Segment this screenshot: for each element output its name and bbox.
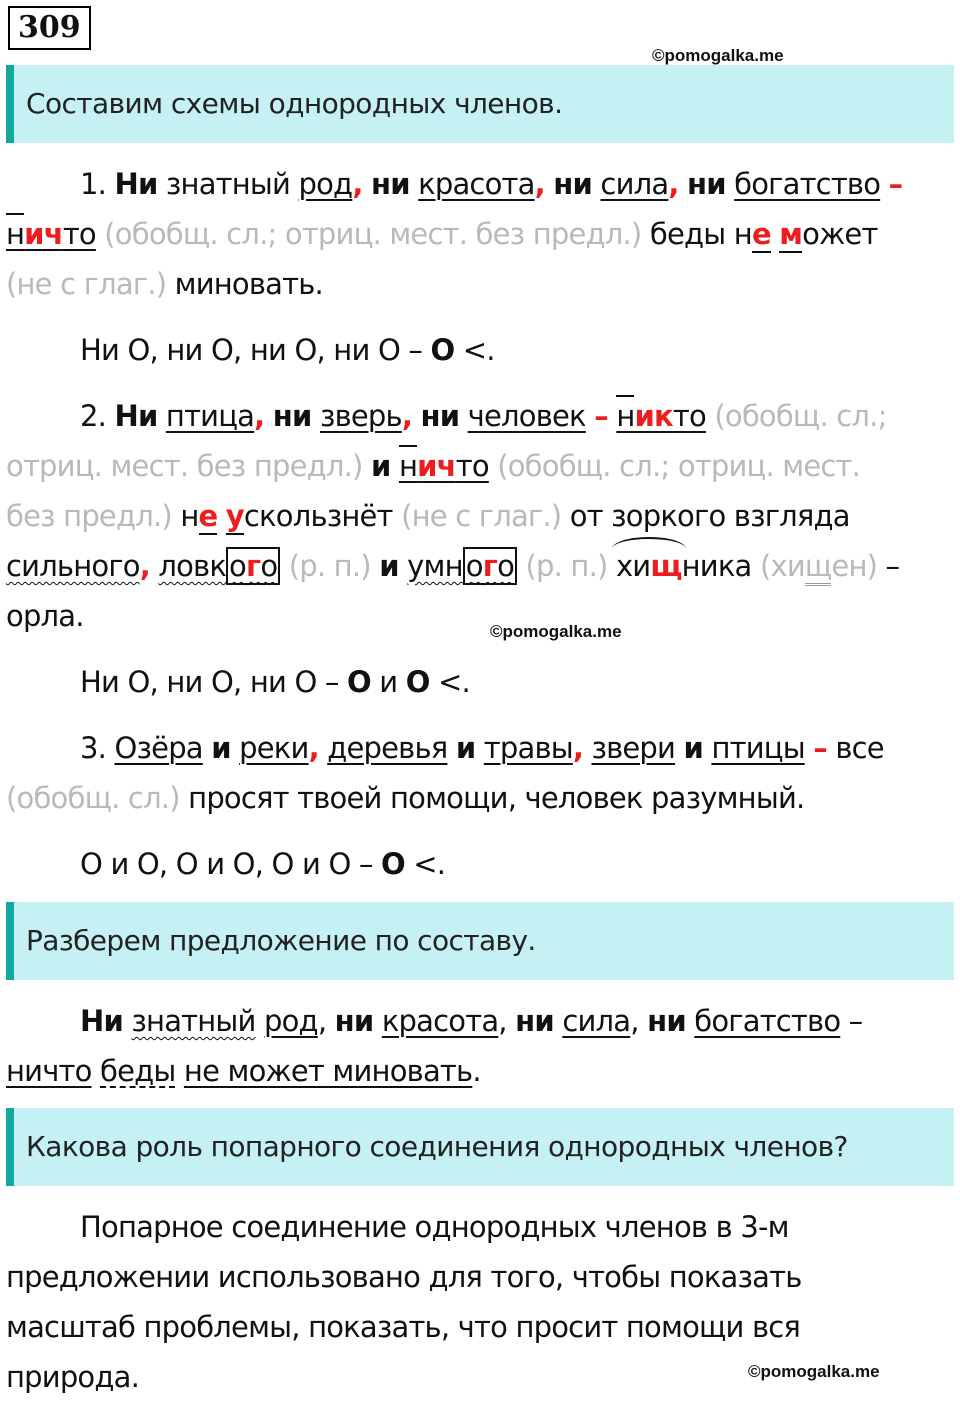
ending-box [226,547,280,585]
dash-mark: – [885,549,900,583]
generalizing-word: все [835,731,884,765]
grammar-note: (не с глаг.) [6,267,167,301]
word-part: умн [407,549,463,583]
watermark: ©pomogalka.me [748,1362,880,1381]
letter: о [229,549,246,583]
word: орла. [6,599,84,633]
comma-mark: , [308,731,319,765]
dash-mark: – [888,167,903,201]
word-part: н [180,499,199,533]
separator: , [317,1004,335,1038]
subject-word: реки [239,731,309,765]
conjunction: ни [515,1004,554,1038]
scheme-generalizing: О [430,333,455,367]
comma-mark: , [139,549,150,583]
generalizing-word [399,445,489,483]
comma-mark: , [254,399,265,433]
orthogram: е [198,499,218,533]
scheme-text: Ни О, ни О, ни О – [80,665,348,699]
word: миновать. [174,267,323,301]
conjunction: ни [370,167,410,201]
sentence-1-line-1 [80,166,902,202]
conjunction: ни [420,399,460,433]
words: от зоркого взгляда [569,499,850,533]
subject-word: богатство [694,1004,841,1038]
word-root-arc [616,549,682,583]
subject-word: красота [381,1004,499,1038]
subject-word: деревья [327,731,448,765]
attribute-word [158,547,280,585]
prefix: н [6,213,24,251]
conjunction: Ни [114,167,158,201]
note-part: ен) [831,549,878,583]
task-number: 309 [8,6,91,50]
grammar-note: (не с глаг.) [401,499,562,533]
scheme-generalizing: О [347,665,371,699]
subject-word: звери [591,731,676,765]
comma-mark: , [534,167,545,201]
word-part: ловк [158,549,227,583]
sentence-2-line-1 [80,398,887,434]
subject-word: богатство [734,167,881,201]
answer-line-1: Попарное соединение однородных членов в 3-м [80,1210,789,1244]
subject-word: зверь [319,399,402,433]
generalizing-word [6,213,96,251]
object-word: беды [100,1054,176,1088]
note-part: (хи [759,549,805,583]
answer-line-2: предложении использовано для того, чтобы показать [6,1260,802,1294]
scheme-end: <. [454,333,495,367]
subject-word: сила [562,1004,631,1038]
sentence-1-line-3 [6,266,323,302]
prefix: н [616,395,634,433]
generalizing-word [616,395,706,433]
subject-word: красота [418,167,535,201]
orthogram: м [779,217,803,251]
period: . [472,1054,481,1088]
dash-mark: – [813,731,827,765]
conjunction: ни [686,167,726,201]
watermark: ©pomogalka.me [652,46,784,65]
scheme-1 [80,332,495,368]
sentence-1-line-2 [6,216,878,252]
scheme-end: <. [429,665,470,699]
separator: , [498,1004,516,1038]
attribute-word: сильного [6,549,140,583]
comma-mark: , [668,167,679,201]
subject-word: Озёра [114,731,203,765]
word-part: ожет [802,217,878,251]
subject-word: птицы [711,731,805,765]
grammar-note: (обобщ. сл.; отриц. мест. без предл.) [104,217,642,251]
sentence-2-line-2 [6,448,860,484]
word-part: то [672,399,706,433]
conjunction: ни [553,167,592,201]
scheme-text: и [370,665,406,699]
predicate-words: не может миновать [183,1054,473,1088]
orthogram: ич [24,217,63,251]
orthogram: е [751,217,771,251]
comma-mark: , [572,731,584,765]
orthogram: щ [650,549,682,583]
grammar-note: (р. п.) [525,549,608,583]
conjunction: Ни [114,399,158,433]
scheme-3 [80,846,445,882]
subject-word: сила [600,167,669,201]
subject-word: птица [165,399,255,433]
word-part: то [455,449,489,483]
scheme-text: О и О, О и О, О и О – [80,847,382,881]
word-part: то [62,217,96,251]
scheme-generalizing: О [381,847,405,881]
letter: о [465,549,483,583]
orthogram: ич [417,449,456,483]
note-letter: щ [805,549,832,586]
conjunction: и [379,549,399,583]
scheme-text: Ни О, ни О, ни О, ни О – [80,333,431,367]
sentence-2-line-5 [6,598,84,634]
parse-line-1 [80,1003,862,1039]
grammar-note: (обобщ. сл.; [714,399,887,433]
words: просят твоей помощи, человек разумный. [188,781,805,815]
answer-line-4: природа. [6,1360,140,1394]
sentence-2-line-3 [6,498,850,534]
sentence-2-line-4 [6,548,899,584]
subject-word: человек [467,399,586,433]
conjunction: Ни [80,1004,123,1038]
grammar-note: (р. п.) [288,549,371,583]
ending-box [463,547,517,585]
attribute-word [407,547,517,585]
attribute-word: знатный [131,1004,256,1038]
subject-word: род [298,167,353,201]
orthogram: ик [634,399,673,433]
scheme-generalizing: О [405,665,430,699]
grammar-note [760,549,877,586]
answer-line-3: масштаб проблемы, показать, что просит помощи вся [6,1310,801,1344]
grammar-note: (обобщ. сл.) [6,781,180,815]
sentence-number: 1. [80,167,115,201]
grammar-note: без предл.) [6,499,172,533]
comma-mark: , [401,399,413,433]
word-part: ника [681,549,752,583]
word: знатный [165,167,291,201]
comma-mark: , [352,167,363,201]
orthogram: г [245,549,261,583]
dash-mark: – [840,1004,863,1038]
scheme-end: <. [404,847,446,881]
generalizing-word: ничто [6,1054,92,1088]
conjunction: и [211,731,231,765]
conjunction: ни [272,399,312,433]
word-part: н [733,217,752,251]
grammar-note: (обобщ. сл.; отриц. мест. [497,449,861,483]
separator: , [630,1004,648,1038]
subject-word: травы [483,731,573,765]
section-title-question: Какова роль попарного соединения однородных членов? [6,1108,954,1186]
sentence-number: 3. [80,731,115,765]
section-title-schemes: Составим схемы однородных членов. [6,65,954,143]
prefix: н [399,445,417,483]
sentence-3-line-2 [6,780,804,816]
dash-mark: – [594,399,608,433]
conjunction: и [455,731,476,765]
subject-word: род [264,1004,318,1038]
conjunction: ни [647,1004,686,1038]
letter: о [497,549,515,583]
orthogram: г [482,549,498,583]
conjunction: ни [334,1004,374,1038]
sentence-3-line-1 [80,730,884,766]
section-title-parse: Разберем предложение по составу. [6,902,954,980]
watermark: ©pomogalka.me [490,622,622,641]
conjunction: и [370,449,391,483]
scheme-2 [80,664,470,700]
grammar-note: отриц. мест. без предл.) [6,449,363,483]
sentence-number: 2. [80,399,115,433]
word-part: скользнёт [243,499,393,533]
orthogram: у [225,499,244,533]
word-part: хи [615,549,651,583]
letter: о [260,549,278,583]
parse-line-2 [6,1053,481,1089]
conjunction: и [683,731,704,765]
word: беды [649,217,726,251]
